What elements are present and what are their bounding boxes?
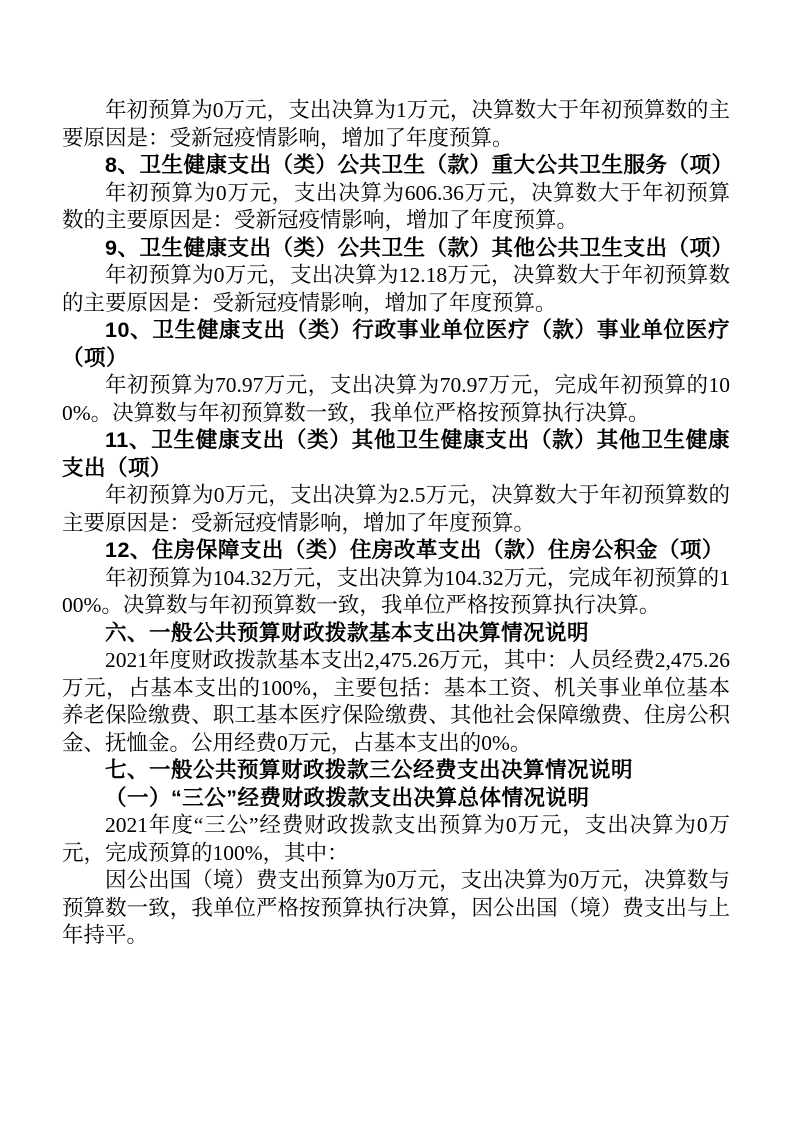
body-paragraph: 年初预算为0万元，支出决算为12.18万元，决算数大于年初预算数的主要原因是：受新冠疫情影响，增加了年度预算。 [62,263,730,315]
section-heading: 11、卫生健康支出（类）其他卫生健康支出（款）其他卫生健康支出（项） [62,428,730,480]
section-heading: 六、一般公共预算财政拨款基本支出决算情况说明 [105,620,590,645]
body-paragraph: 年初预算为0万元，支出决算为606.36万元，决算数大于年初预算数的主要原因是：受新冠疫情影响，增加了年度预算。 [62,180,730,232]
section-heading: （一）“三公”经费财政拨款支出决算总体情况说明 [105,785,590,810]
section-heading: 10、卫生健康支出（类）行政事业单位医疗（款）事业单位医疗（项） [62,318,730,370]
section-heading: 七、一般公共预算财政拨款三公经费支出决算情况说明 [105,758,634,782]
body-paragraph: 年初预算为70.97万元，支出决算为70.97万元，完成年初预算的100%。决算数与年初预算数一致，我单位严格按预算执行决算。 [62,373,730,425]
section-heading: 8、卫生健康支出（类）公共卫生（款）重大公共卫生服务（项） [105,153,734,177]
document-body [62,97,734,950]
body-paragraph: 2021年度“三公”经费财政拨款支出预算为0万元，支出决算为0万元，完成预算的100%，其中： [62,813,730,865]
body-paragraph: 因公出国（境）费支出预算为0万元，支出决算为0万元，决算数与预算数一致，我单位严格按预算执行决算，因公出国（境）费支出与上年持平。 [62,868,730,947]
section-heading: 9、卫生健康支出（类）公共卫生（款）其他公共卫生支出（项） [105,235,734,260]
body-paragraph: 2021年度财政拨款基本支出2,475.26万元，其中：人员经费2,475.26万元，占基本支出的100%，主要包括：基本工资、机关事业单位基本养老保险缴费、职工基本医疗保险缴费、其他社会保障缴费、住房公积金、抚恤金。公用经费0万元，占基本支出的0%。 [62,648,730,755]
body-paragraph: 年初预算为0万元，支出决算为2.5万元，决算数大于年初预算数的主要原因是：受新冠疫情影响，增加了年度预算。 [62,483,730,535]
body-paragraph: 年初预算为104.32万元，支出决算为104.32万元，完成年初预算的100%。决算数与年初预算数一致，我单位严格按预算执行决算。 [62,565,730,617]
section-heading: 12、住房保障支出（类）住房改革支出（款）住房公积金（项） [105,538,724,562]
body-paragraph: 年初预算为0万元，支出决算为1万元，决算数大于年初预算数的主要原因是：受新冠疫情影响，增加了年度预算。 [62,98,730,150]
